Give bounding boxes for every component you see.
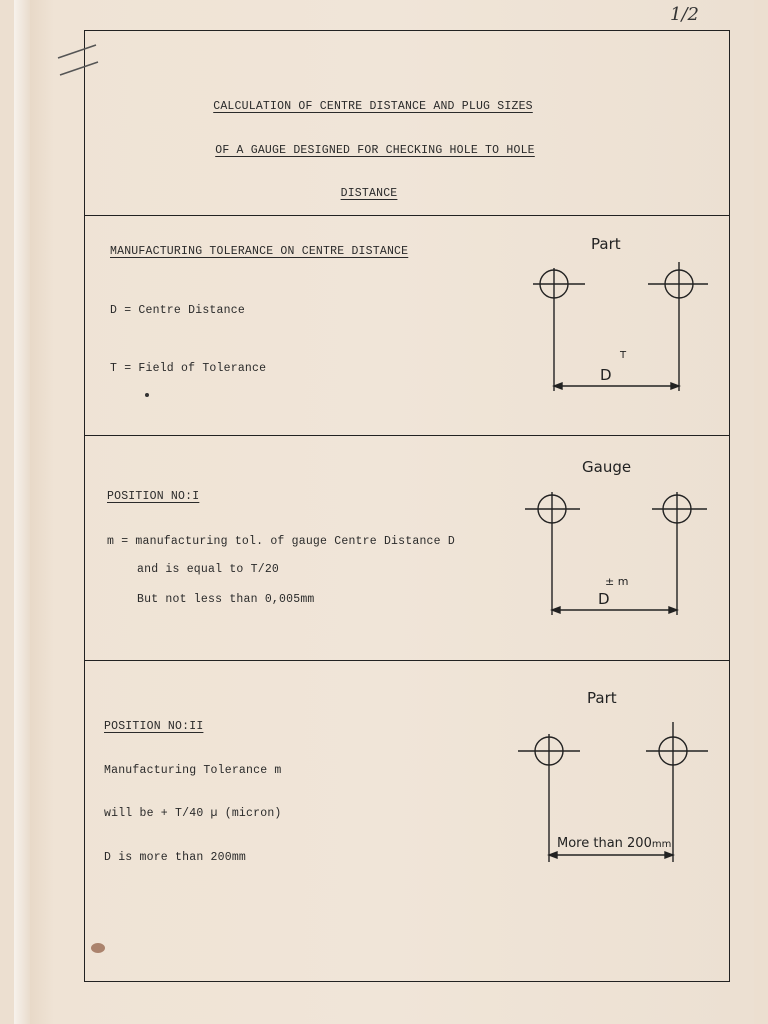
section1-line-1: D = Centre Distance xyxy=(110,304,245,317)
section3-heading: POSITION NO:II xyxy=(104,720,204,733)
section3-line-2: will be + T/40 µ (micron) xyxy=(104,807,282,820)
section3-line-1: Manufacturing Tolerance m xyxy=(104,764,282,777)
section2-heading: POSITION NO:I xyxy=(107,490,200,503)
section3-figure-label: Part xyxy=(587,689,617,707)
section2-dim-label: D xyxy=(598,590,610,608)
section1-heading: MANUFACTURING TOLERANCE ON CENTRE DISTANCE xyxy=(110,245,409,258)
section2-line-1: m = manufacturing tol. of gauge Centre Distance D xyxy=(107,535,455,548)
section1-diagram xyxy=(533,262,708,391)
page-number: 1/2 xyxy=(670,4,699,25)
title-line-1: CALCULATION OF CENTRE DISTANCE AND PLUG SIZES xyxy=(213,100,533,113)
section3-dim-unit: mm xyxy=(651,839,672,850)
title-line-2: OF A GAUGE DESIGNED FOR CHECKING HOLE TO HOLE xyxy=(215,144,535,157)
section2-figure-label: Gauge xyxy=(582,458,632,476)
staple-mark xyxy=(58,45,98,75)
section3-line-3: D is more than 200mm xyxy=(104,851,247,864)
section1-figure-label: Part xyxy=(591,235,621,253)
title-line-3: DISTANCE xyxy=(340,187,398,200)
section1-dim-label: D xyxy=(600,366,612,384)
section1-dim-superscript: T xyxy=(620,350,627,361)
section2-line-2: and is equal to T/20 xyxy=(137,563,280,576)
section3-diagram xyxy=(518,722,708,862)
section1-line-2: T = Field of Tolerance xyxy=(110,362,267,375)
section2-dim-superscript: ± m xyxy=(605,575,629,588)
section3-dim-text: More than 200 xyxy=(557,836,652,851)
section2-line-3: But not less than 0,005mm xyxy=(137,593,315,606)
section2-diagram xyxy=(525,492,707,615)
